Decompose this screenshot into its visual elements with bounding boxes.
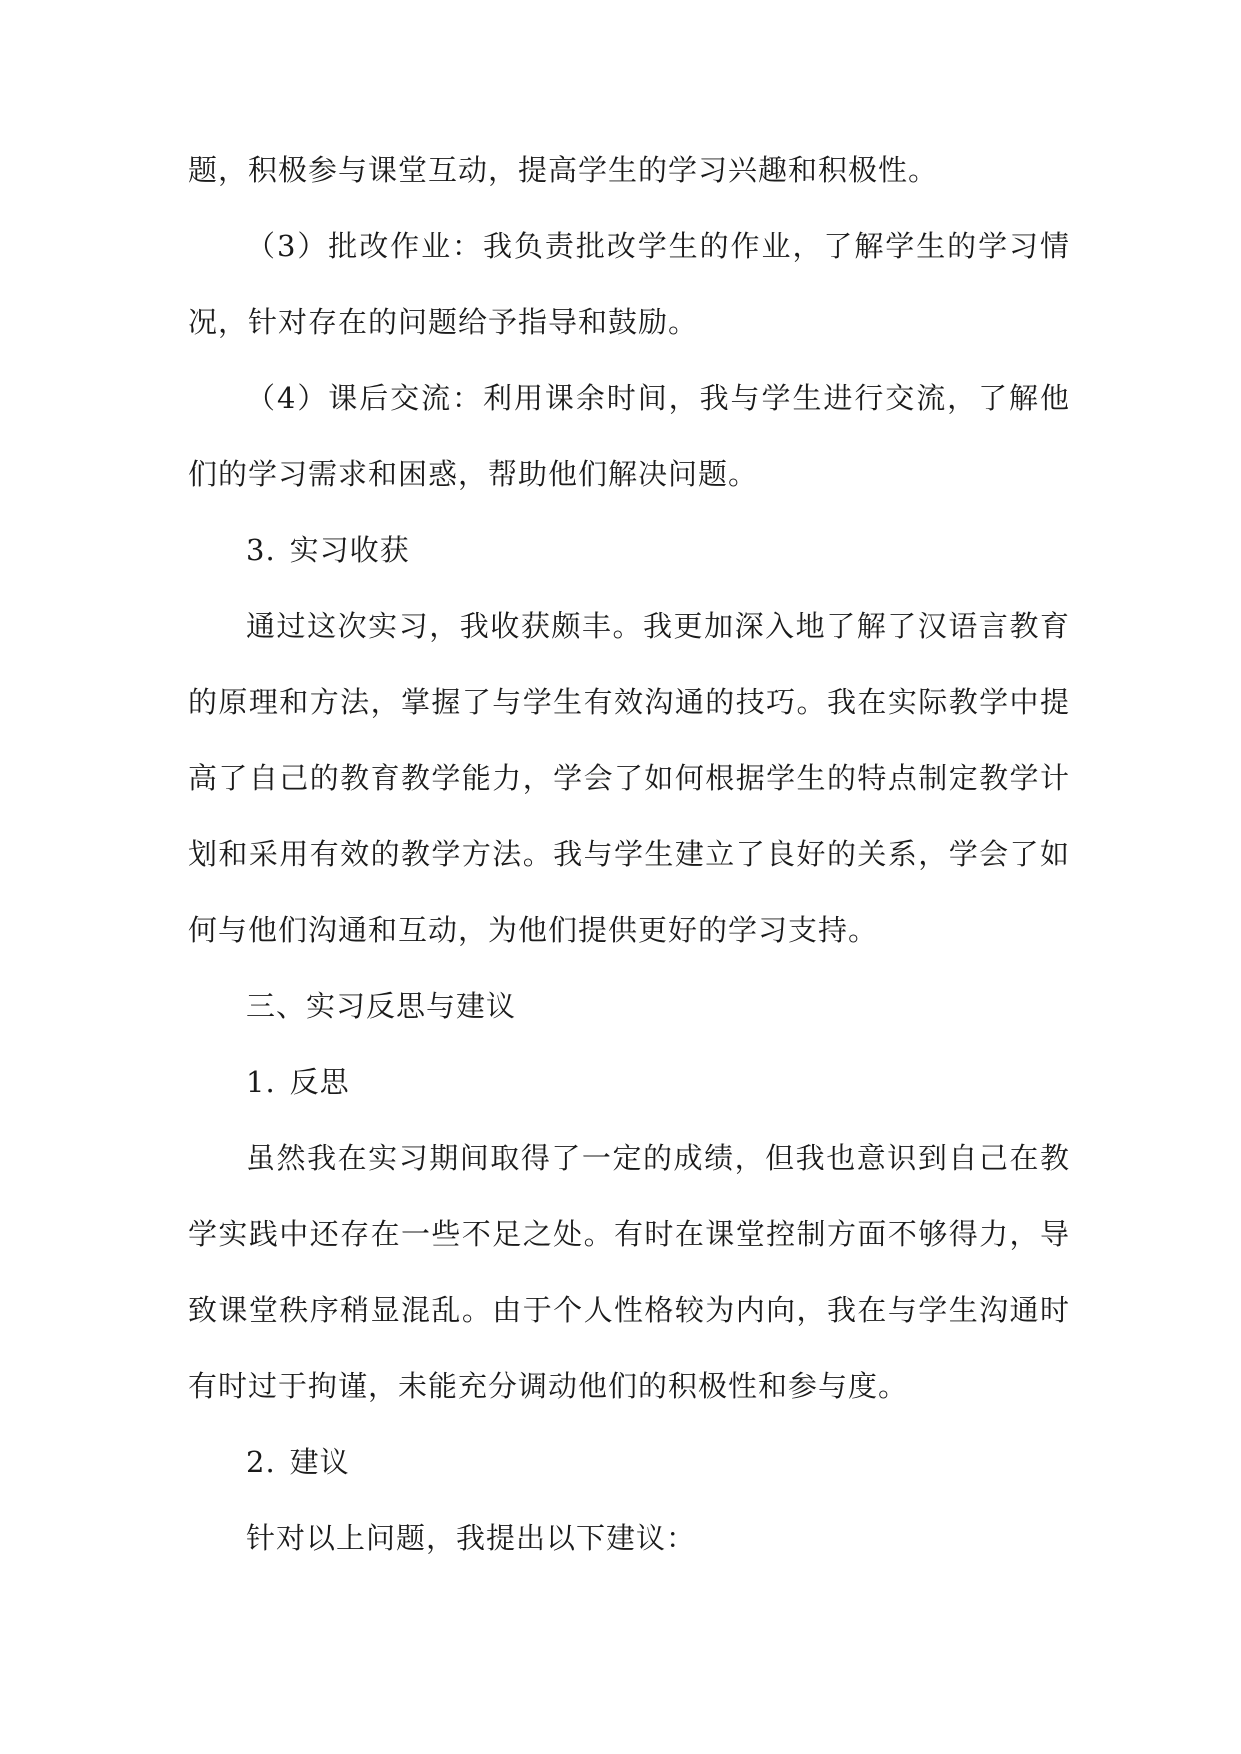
paragraph-continuation: 题，积极参与课堂互动，提高学生的学习兴趣和积极性。 — [188, 153, 939, 187]
section-heading-reflection — [188, 1044, 1070, 1120]
paragraph-suggestion: 针对以上问题，我提出以下建议： — [246, 1521, 697, 1555]
paragraph-grading-homework: （3）批改作业：我负责批改学生的作业，了解学生的学习情况，针对存在的问题给予指导和鼓励。 — [188, 229, 1070, 339]
chapter-heading-reflection-suggestions: 三、实习反思与建议 — [246, 989, 517, 1023]
section-heading-internship-gains — [188, 512, 1070, 588]
paragraph-internship-gains: 通过这次实习，我收获颇丰。我更加深入地了解了汉语言教育的原理和方法，掌握了与学生有效沟通的技巧。我在实际教学中提高了自己的教育教学能力，学会了如何根据学生的特点制定教学计划和采用有效的教学方法。我与学生建立了良好的关系，学会了如何与他们沟通和互动，为他们提供更好的学习支持。 — [188, 609, 1070, 947]
section-title: 实习收获 — [289, 533, 410, 567]
section-number: 3. — [246, 533, 276, 567]
paragraph-after-class-communication: （4）课后交流：利用课余时间，我与学生进行交流，了解他们的学习需求和困惑，帮助他们解决问题。 — [188, 381, 1070, 491]
section-title: 反思 — [289, 1065, 350, 1099]
paragraph-reflection: 虽然我在实习期间取得了一定的成绩，但我也意识到自己在教学实践中还存在一些不足之处。有时在课堂控制方面不够得力，导致课堂秩序稍显混乱。由于个人性格较为内向，我在与学生沟通时有时过于拘谨，未能充分调动他们的积极性和参与度。 — [188, 1141, 1070, 1403]
section-number: 1. — [246, 1065, 276, 1099]
section-title: 建议 — [289, 1445, 350, 1479]
document-body — [188, 132, 1070, 1576]
section-heading-suggestion — [188, 1424, 1070, 1500]
section-number: 2. — [246, 1445, 276, 1479]
